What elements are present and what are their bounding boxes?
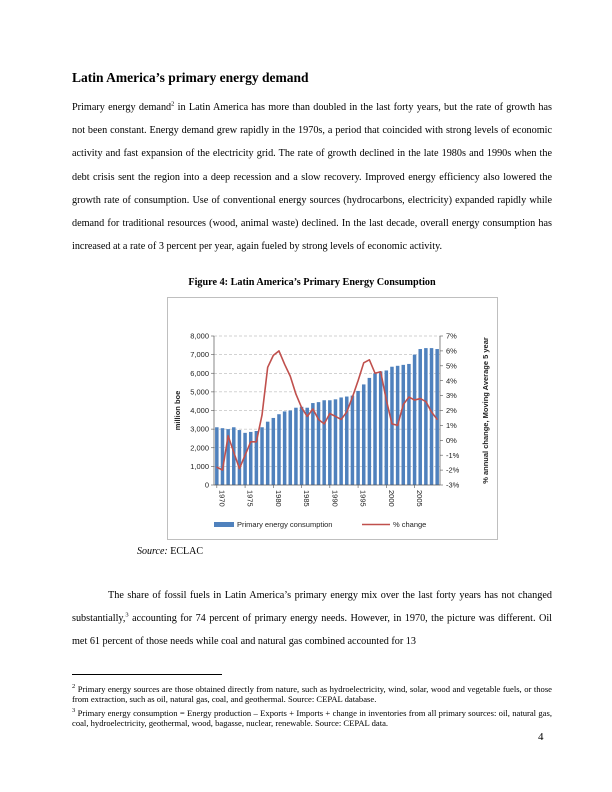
line-point xyxy=(391,423,392,424)
y-tick-label: 3,000 xyxy=(190,424,209,434)
bar-series xyxy=(215,348,439,485)
footnote-2-number: 2 xyxy=(72,683,76,691)
y-tick-label: 7,000 xyxy=(190,350,209,360)
y-axis-title: million boe xyxy=(173,390,182,431)
para2-text-rest: accounting for 74 percent of primary energy needs. However, in 1970, the picture was different. Oil met 61 percent of those needs while coal and natural gas combined accounted for 13 xyxy=(72,613,552,648)
line-point xyxy=(352,397,353,398)
line-point xyxy=(222,470,223,471)
y-tick-label: 1,000 xyxy=(190,461,209,471)
line-point xyxy=(397,425,398,426)
bar xyxy=(424,348,428,485)
chart-frame xyxy=(167,297,498,540)
para1-text-start: Primary energy demand xyxy=(72,102,172,113)
x-tick-label: 1975 xyxy=(245,490,255,507)
bar xyxy=(368,378,372,485)
bar xyxy=(300,407,304,485)
figure-source xyxy=(137,546,203,557)
line-point xyxy=(239,468,240,469)
bar xyxy=(413,355,417,485)
para1-text-rest: in Latin America has more than doubled in the last forty years, but the rate of growth has not been constant. Energy demand grew rapidly in the 1970s, a period that coincided with strong levels of economic activity and fast expansion of the electricity grid. The rate of growth declined in the late 1980s and 1990s when the debt crisis sent the region into a deep recession and a slow recovery. Improved energy efficiency also lowered the growth rate of consumption. Use of conventional energy sources (hydrocarbons, electricity) expanded rapidly while demand for traditional resources (wood, animal waste) declined. In the last decade, overall energy consumption has increased at a rate of 3 percent per year, again fueled by strong levels of economic activity. xyxy=(72,102,552,253)
y-tick-label: 5,000 xyxy=(190,387,209,397)
x-tick-label: 1970 xyxy=(217,490,227,507)
y2-tick-label: -2% xyxy=(446,465,460,475)
x-tick-label: 2000 xyxy=(386,490,396,507)
section-heading: Latin America’s primary energy demand xyxy=(72,70,309,85)
chart-legend xyxy=(214,520,426,529)
line-point xyxy=(420,398,421,399)
x-tick-label: 1995 xyxy=(358,490,368,507)
line-point xyxy=(278,350,279,351)
x-tick-label: 1990 xyxy=(330,490,340,507)
y-tick-label: 6,000 xyxy=(190,368,209,378)
line-point xyxy=(318,419,319,420)
bar xyxy=(266,422,270,485)
line-point xyxy=(290,376,291,377)
bar xyxy=(418,349,422,485)
legend-label-line: % change xyxy=(393,520,427,529)
line-point xyxy=(301,407,302,408)
bar xyxy=(305,408,309,485)
line-point xyxy=(307,416,308,417)
fossil-share-paragraph xyxy=(72,584,552,654)
y2-tick-label: 5% xyxy=(446,361,457,371)
bar xyxy=(322,400,326,485)
line-point xyxy=(284,364,285,365)
footnote-ref-3[interactable]: 3 xyxy=(125,611,129,619)
footnote-3-number: 3 xyxy=(72,707,76,715)
y2-tick-label: -1% xyxy=(446,450,460,460)
line-point xyxy=(267,367,268,368)
bar xyxy=(407,364,411,485)
line-point xyxy=(363,362,364,363)
line-point xyxy=(380,371,381,372)
energy-consumption-chart xyxy=(168,298,497,539)
line-point xyxy=(335,416,336,417)
y-tick-label: 4,000 xyxy=(190,406,209,416)
bar xyxy=(385,370,389,485)
footnote-ref-2[interactable]: 2 xyxy=(171,100,175,108)
line-point xyxy=(437,419,438,420)
y2-tick-label: 3% xyxy=(446,391,457,401)
footnote-2-text: Primary energy sources are those obtained directly from nature, such as hydroelectricity, wind, solar, wood and vegetable fuels, or those from extraction, such as oil, natural gas, coal, and geothermal. Source: CEPAL database. xyxy=(72,684,552,705)
line-point xyxy=(408,397,409,398)
x-tick-label: 2005 xyxy=(415,490,425,507)
y2-tick-label: 1% xyxy=(446,421,457,430)
y2-tick-label: -3% xyxy=(446,480,460,490)
x-tick-label: 1985 xyxy=(302,490,312,507)
line-point xyxy=(329,413,330,414)
bar xyxy=(334,399,338,485)
bar xyxy=(356,391,360,485)
line-point xyxy=(256,441,257,442)
bar xyxy=(221,428,225,485)
line-point xyxy=(250,441,251,442)
line-point xyxy=(414,400,415,401)
bar xyxy=(215,427,219,485)
line-point xyxy=(262,414,263,415)
para2-text-start: The share of fossil fuels in Latin America’s primary energy mix over the last forty years has not changed substantially, xyxy=(72,590,552,625)
x-tick-label: 1980 xyxy=(273,490,283,507)
bar xyxy=(430,348,434,485)
y2-tick-label: 0% xyxy=(446,435,457,445)
line-point xyxy=(386,400,387,401)
bar xyxy=(272,418,276,485)
bar xyxy=(373,373,377,485)
bar xyxy=(317,402,321,485)
y2-tick-label: 4% xyxy=(446,376,457,386)
line-point xyxy=(425,401,426,402)
bar xyxy=(238,430,242,485)
y2-tick-label: 2% xyxy=(446,406,457,416)
footnote-3-text: Primary energy consumption = Energy production – Exports + Imports + change in inventories from all primary sources: oil, natural gas, coal, hydroelectricity, geothermal, wood, bagasse, nuclear, renewable. Source: CEPAL data. xyxy=(72,708,552,729)
line-point xyxy=(346,411,347,412)
y2-tick-label: 7% xyxy=(446,331,457,341)
line-point xyxy=(431,411,432,412)
line-point xyxy=(273,355,274,356)
bar xyxy=(362,384,366,485)
figure-title: Figure 4: Latin America’s Primary Energy Consumption xyxy=(188,277,436,288)
bar xyxy=(283,411,287,485)
bar xyxy=(339,397,343,485)
line-point xyxy=(341,419,342,420)
source-text: ECLAC xyxy=(167,546,204,557)
footnote-2 xyxy=(72,684,552,705)
line-point xyxy=(324,423,325,424)
intro-paragraph xyxy=(72,96,552,258)
y-tick-label: 0 xyxy=(204,480,209,490)
bar xyxy=(402,365,406,485)
legend-swatch-bars xyxy=(214,522,234,527)
y-tick-label: 2,000 xyxy=(190,443,209,453)
footnote-divider xyxy=(72,674,222,675)
line-point xyxy=(228,435,229,436)
bar xyxy=(277,414,281,485)
page-number: 4 xyxy=(538,731,544,743)
y2-tick-label: 6% xyxy=(446,346,457,356)
line-point xyxy=(403,404,404,405)
line-point xyxy=(245,455,246,456)
bar xyxy=(289,411,293,486)
footnote-3 xyxy=(72,708,552,729)
y-tick-label: 8,000 xyxy=(190,331,209,341)
line-point xyxy=(216,467,217,468)
line-point xyxy=(358,380,359,381)
y2-axis-title: % annual change, Moving Average 5 year xyxy=(481,337,490,484)
bar xyxy=(351,396,355,485)
line-point xyxy=(295,394,296,395)
bar xyxy=(294,408,298,485)
line-point xyxy=(233,452,234,453)
bar xyxy=(249,432,253,485)
line-point xyxy=(375,373,376,374)
bar xyxy=(390,367,394,485)
source-label: Source: xyxy=(137,546,168,557)
legend-label-bars: Primary energy consumption xyxy=(237,520,333,529)
bar xyxy=(311,403,315,485)
line-point xyxy=(312,409,313,410)
bar xyxy=(260,427,264,485)
bar xyxy=(379,371,383,485)
line-point xyxy=(369,359,370,360)
